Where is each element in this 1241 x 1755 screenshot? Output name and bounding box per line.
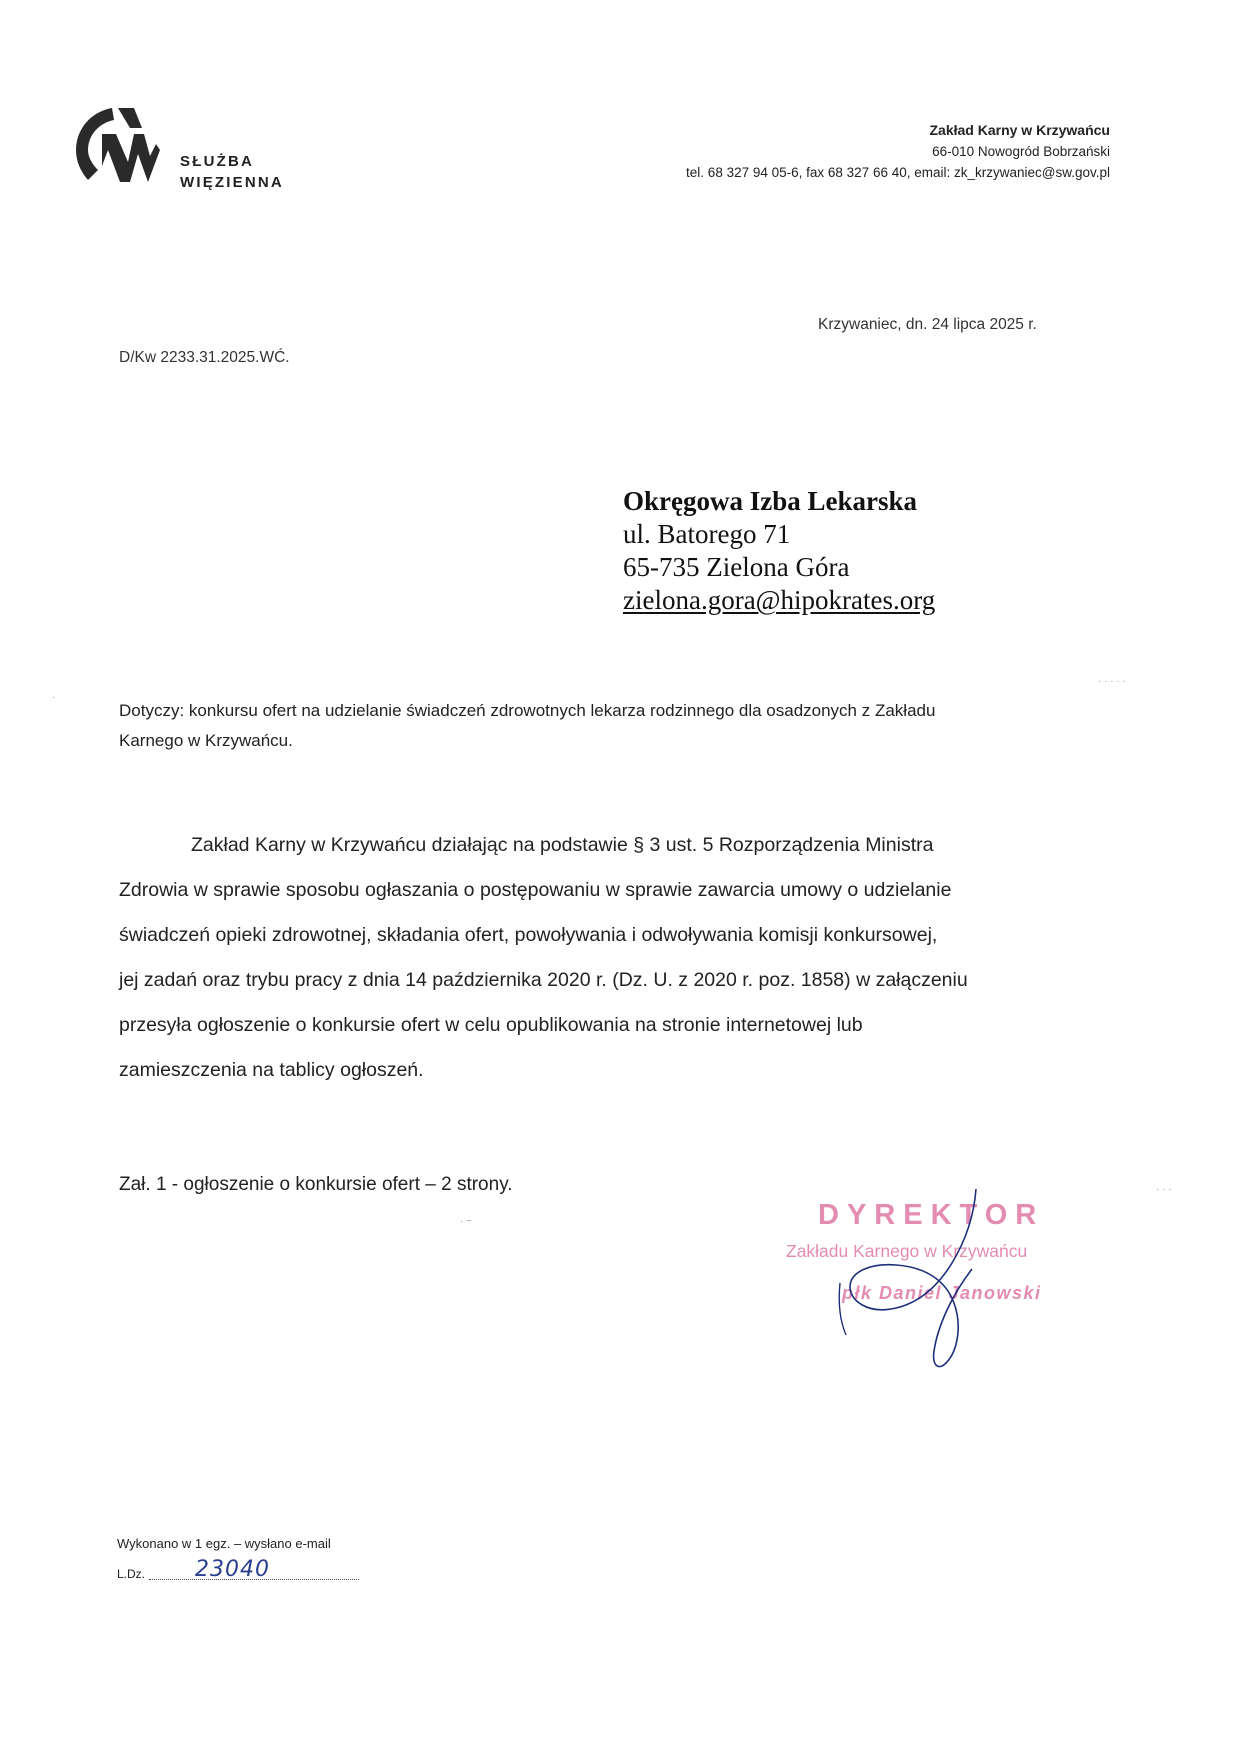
logo-line-1: SŁUŻBA [180, 153, 255, 170]
handwritten-signature-icon [776, 1185, 1076, 1385]
stamp-organization: Zakładu Karnego w Krzywańcu [786, 1241, 1028, 1261]
institution-address: 66-010 Nowogród Bobrzański [932, 144, 1110, 159]
ldz-label: L.Dz. [117, 1567, 146, 1581]
recipient-address [623, 485, 935, 617]
logo-text [180, 151, 284, 193]
subject [119, 696, 1129, 756]
stamp-name: płk Daniel Janowski [842, 1283, 1042, 1303]
institution-name: Zakład Karny w Krzywańcu [929, 122, 1110, 138]
body-line-1-text: Zakład Karny w Krzywańcu działając na podstawie § 3 ust. 5 Rozporządzenia Ministra [191, 834, 934, 856]
recipient-city: 65-735 Zielona Góra [623, 552, 850, 582]
stamp-title: DYREKTOR [818, 1199, 1045, 1231]
subject-line-2: Karnego w Krzywańcu. [119, 731, 293, 750]
body-line-6: zamieszczenia na tablicy ogłoszeń. [119, 1059, 424, 1081]
attachment-note: Zał. 1 - ogłoszenie o konkursie ofert – 2 strony. [119, 1174, 513, 1195]
institution-contact: tel. 68 327 94 05-6, fax 68 327 66 40, email: zk_krzywaniec@sw.gov.pl [686, 165, 1110, 180]
copies-note: Wykonano w 1 egz. – wysłano e-mail [117, 1536, 331, 1551]
logo-line-2: WIĘZIENNA [180, 174, 284, 191]
body-line-3: świadczeń opieki zdrowotnej, składania ofert, powoływania i odwoływania komisji konkursowej, [119, 924, 938, 946]
scan-speck: · · · · · [1098, 676, 1126, 687]
scan-speck: · ~ [460, 1216, 472, 1227]
place-date: Krzywaniec, dn. 24 lipca 2025 r. [818, 316, 1037, 333]
body-line-2: Zdrowia w sprawie sposobu ogłaszania o postępowaniu w sprawie zawarcia umowy o udzielanie [119, 879, 952, 901]
subject-line-1: Dotyczy: konkursu ofert na udzielanie świadczeń zdrowotnych lekarza rodzinnego dla osadzonych z Zakładu [119, 701, 936, 720]
letterhead [686, 120, 1110, 183]
director-stamp [776, 1185, 1076, 1385]
scan-speck: · [52, 692, 56, 703]
recipient-email-link[interactable]: zielona.gora@hipokrates.org [623, 585, 936, 615]
letter-body [119, 823, 1123, 1093]
body-line-1 [119, 823, 1123, 868]
body-line-5: przesyła ogłoszenie o konkursie ofert w celu opublikowania na stronie internetowej lub [119, 1014, 863, 1036]
scan-speck: · · · [1156, 1184, 1172, 1195]
body-line-4: jej zadań oraz trybu pracy z dnia 14 października 2020 r. (Dz. U. z 2020 r. poz. 1858) w załączeniu [119, 969, 968, 991]
sluzba-wiezienna-logo-icon [72, 104, 162, 196]
reference-number: D/Kw 2233.31.2025.WĆ. [119, 349, 290, 366]
recipient-street: ul. Batorego 71 [623, 519, 791, 549]
ldz-number: 23040 [195, 1557, 270, 1582]
ldz-field [117, 1557, 377, 1597]
recipient-name: Okręgowa Izba Lekarska [623, 486, 918, 516]
